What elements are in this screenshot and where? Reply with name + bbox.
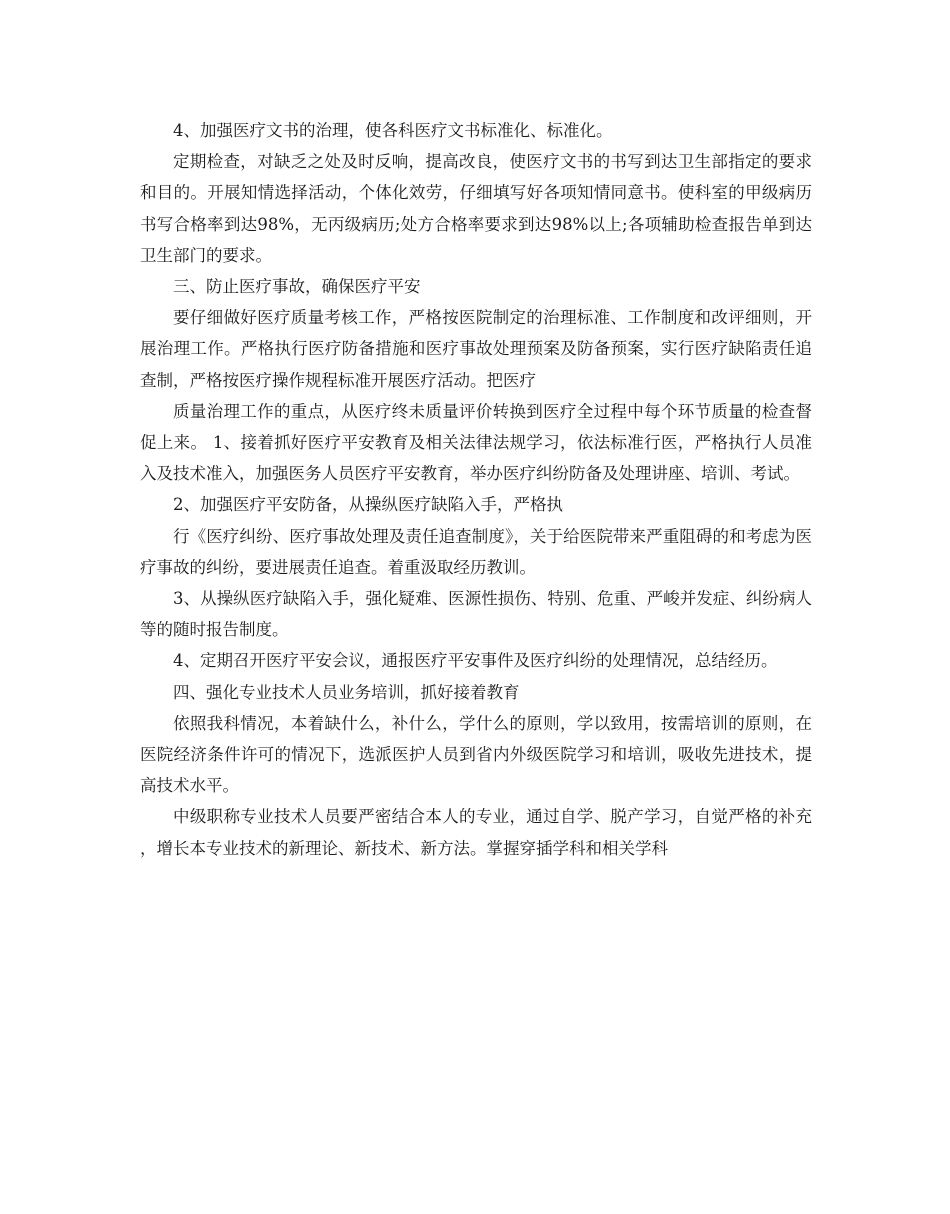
paragraph-4: 要仔细做好医疗质量考核工作，严格按医院制定的治理标准、工作制度和改评细则，开展治理工作。严格执行医疗防备措施和医疗事故处理预案及防备预案，实行医疗缺陷责任追查制，严格按医疗操作规程标准开展医疗活动。把医疗 — [140, 308, 812, 390]
paragraph-1: 4、加强医疗文书的治理，使各科医疗文书标准化、标准化。 — [173, 121, 613, 140]
section-heading-3: 三、防止医疗事故，确保医疗平安 — [173, 277, 421, 297]
section-heading-4: 四、强化专业技术人员业务培训，抓好接着教育 — [173, 682, 520, 702]
paragraph-11: 依照我科情况，本着缺什么，补什么，学什么的原则，学以致用，按需培训的原则，在医院经济条件许可的情况下，选派医护人员到省内外级医院学习和培训，吸收先进技术，提高技术水平。 — [140, 713, 812, 796]
paragraph-8: 3、从操纵医疗缺陷入手，强化疑难、医源性损伤、特别、危重、严峻并发症、纠纷病人等的随时报告制度。 — [140, 589, 812, 640]
paragraph-7: 行《医疗纠纷、医疗事故处理及责任追查制度》，关于给医院带来严重阻碍的和考虑为医疗事故的纠纷，要进展责任追查。着重汲取经历教训。 — [140, 526, 812, 577]
paragraph-5: 质量治理工作的重点，从医疗终未质量评价转换到医疗全过程中每个环节质量的检查督促上来。 1、接着抓好医疗平安教育及相关法律法规学习，依法标准行医，严格执行人员准入及技术准入，加强医务人员医疗平安教育，举办医疗纠纷防备及处理讲座、培训、考试。 — [140, 401, 812, 484]
paragraph-6: 2、加强医疗平安防备，从操纵医疗缺陷入手，严格执 — [173, 495, 563, 515]
document-body — [140, 115, 812, 864]
paragraph-9: 4、定期召开医疗平安会议，通报医疗平安事件及医疗纠纷的处理情况，总结经历。 — [173, 651, 778, 671]
paragraph-2: 定期检查，对缺乏之处及时反响，提高改良，使医疗文书的书写到达卫生部指定的要求和目的。开展知情选择活动，个体化效劳，仔细填写好各项知情同意书。使科室的甲级病历书写合格率到达98%，无丙级病历;处方合格率要求到达98%以上;各项辅助检查报告单到达卫生部门的要求。 — [140, 152, 812, 265]
paragraph-12: 中级职称专业技术人员要严密结合本人的专业，通过自学、脱产学习，自觉严格的补充，增长本专业技术的新理论、新技术、新方法。掌握穿插学科和相关学科 — [140, 807, 812, 858]
